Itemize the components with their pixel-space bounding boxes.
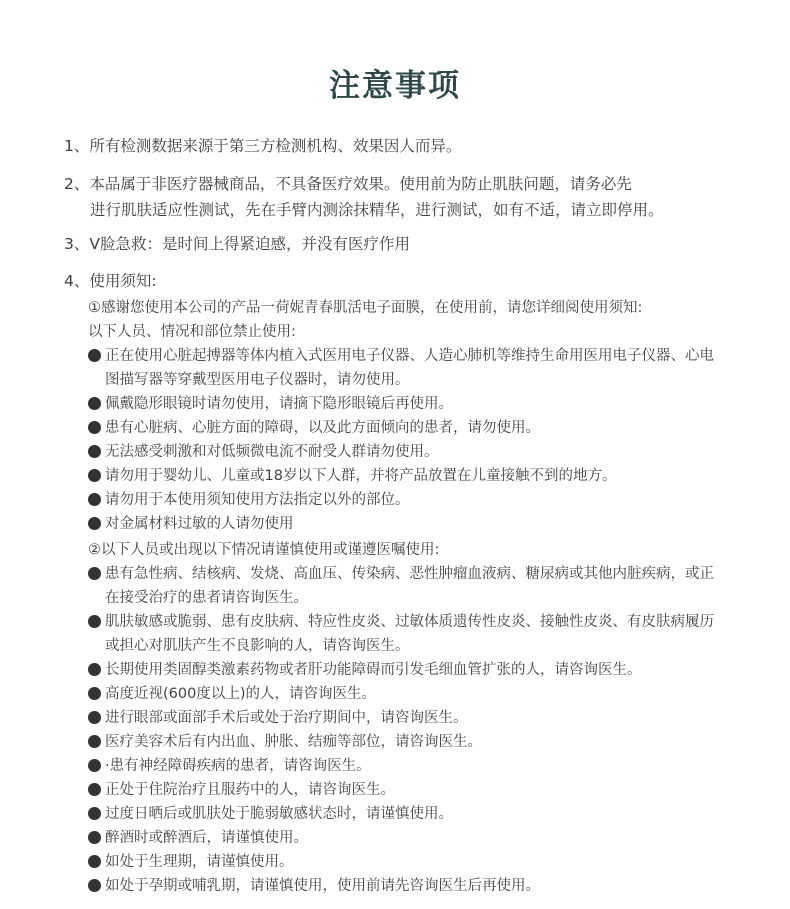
notice-item-3: [64, 231, 754, 257]
notice-item-1: [64, 133, 754, 159]
bullet-dot-icon: [88, 735, 101, 748]
notice-item-2: [64, 171, 754, 223]
list-item: [88, 754, 728, 778]
list-item-text: 肌肤敏感或脆弱、患有皮肤病、特应性皮炎、过敏体质遗传性皮炎、接触性皮炎、有皮肤病履历或担心对肌肤产生不良影响的人，请咨询医生。: [105, 614, 714, 654]
list-item: [88, 682, 728, 706]
bullet-dot-icon: [88, 567, 101, 580]
notice-item-text: 3、V脸急救：是时间上得紧迫感，并没有医疗作用: [64, 235, 410, 253]
list-item: [88, 344, 728, 392]
bullet-dot-icon: [88, 759, 101, 772]
list-item: [88, 512, 728, 536]
section1-intro: ①感谢您使用本公司的产品一荷妮青春肌活电子面膜，在使用前，请您详细阅使用须知:: [88, 300, 643, 316]
list-item: [88, 826, 728, 850]
list-item-text: 请勿用于婴幼儿、儿童或18岁以下人群，并将产品放置在儿童接触不到的地方。: [105, 468, 617, 484]
bullet-dot-icon: [88, 831, 101, 844]
list-item-text: 正处于住院治疗且服药中的人，请咨询医生。: [105, 782, 395, 798]
list-item: [88, 778, 728, 802]
list-item: [88, 850, 728, 874]
notice-item-text: 4、使用须知:: [64, 272, 157, 290]
list-item-text: 患有心脏病、心脏方面的障碍，以及此方面倾向的患者，请勿使用。: [105, 420, 540, 436]
caution-list: [88, 562, 728, 898]
list-item-text: 过度日晒后或肌肤处于脆弱敏感状态时，请谨慎使用。: [105, 806, 453, 822]
notice-item-4: [64, 268, 754, 294]
list-item-text: 高度近视(600度以上)的人，请咨询医生。: [105, 686, 376, 702]
list-item-text: 醉酒时或醉酒后，请谨慎使用。: [105, 830, 308, 846]
prohibited-list: [88, 344, 728, 536]
list-item-text: 进行眼部或面部手术后或处于治疗期间中，请咨询医生。: [105, 710, 468, 726]
list-item-text: 医疗美容术后有内出血、肿胀、结痂等部位，请咨询医生。: [105, 734, 482, 750]
page-title: 注意事项: [329, 68, 461, 104]
bullet-dot-icon: [88, 807, 101, 820]
notice-item-text: 2、本品属于非医疗器械商品，不具备医疗效果。使用前为防止肌肤问题，请务必先: [64, 175, 632, 193]
section1-subheading: 以下人员、情况和部位禁止使用:: [88, 324, 296, 340]
list-item: [88, 874, 728, 898]
list-item-text: 请勿用于本使用须知使用方法指定以外的部位。: [105, 492, 410, 508]
notice-item-text: 1、所有检测数据来源于第三方检测机构、效果因人而异。: [64, 137, 462, 155]
list-item: [88, 488, 728, 512]
list-item-text: 如处于孕期或哺乳期，请谨慎使用，使用前请先咨询医生后再使用。: [105, 878, 540, 894]
bullet-dot-icon: [88, 445, 101, 458]
bullet-dot-icon: [88, 783, 101, 796]
list-item-text: 佩戴隐形眼镜时请勿使用，请摘下隐形眼镜后再使用。: [105, 396, 453, 412]
list-item-text: ·患有神经障碍疾病的患者，请咨询医生。: [105, 758, 371, 774]
bullet-dot-icon: [88, 493, 101, 506]
list-item: [88, 706, 728, 730]
list-item: [88, 416, 728, 440]
list-item-text: 如处于生理期，请谨慎使用。: [105, 854, 294, 870]
bullet-dot-icon: [88, 615, 101, 628]
bullet-dot-icon: [88, 663, 101, 676]
bullet-dot-icon: [88, 687, 101, 700]
list-item: [88, 802, 728, 826]
bullet-dot-icon: [88, 855, 101, 868]
bullet-dot-icon: [88, 711, 101, 724]
bullet-dot-icon: [88, 421, 101, 434]
list-item: [88, 610, 728, 658]
bullet-dot-icon: [88, 517, 101, 530]
bullet-dot-icon: [88, 469, 101, 482]
list-item-text: 正在使用心脏起搏器等体内植入式医用电子仪器、人造心肺机等维持生命用医用电子仪器、心电图描写器等穿戴型医用电子仪器时，请勿使用。: [105, 348, 714, 388]
list-item-text: 无法感受刺激和对低频微电流不耐受人群请勿使用。: [105, 444, 439, 460]
list-item-text: 患有急性病、结核病、发烧、高血压、传染病、恶性肿瘤血液病、糖尿病或其他内脏疾病，或正在接受治疗的患者请咨询医生。: [105, 566, 714, 606]
list-item-text: 对金属材料过敏的人请勿使用: [105, 516, 294, 532]
bullet-dot-icon: [88, 879, 101, 892]
list-item: [88, 392, 728, 416]
list-item: [88, 730, 728, 754]
section2-intro: ②以下人员或出现以下情况请谨慎使用或谨遵医嘱使用:: [88, 542, 440, 558]
list-item: [88, 562, 728, 610]
notice-item-text-continued: 进行肌肤适应性测试，先在手臂内测涂抹精华，进行测试，如有不适，请立即停用。: [90, 201, 664, 219]
bullet-dot-icon: [88, 397, 101, 410]
list-item: [88, 658, 728, 682]
list-item: [88, 464, 728, 488]
list-item-text: 长期使用类固醇类激素药物或者肝功能障碍而引发毛细血管扩张的人，请咨询医生。: [105, 662, 642, 678]
list-item: [88, 440, 728, 464]
bullet-dot-icon: [88, 349, 101, 362]
